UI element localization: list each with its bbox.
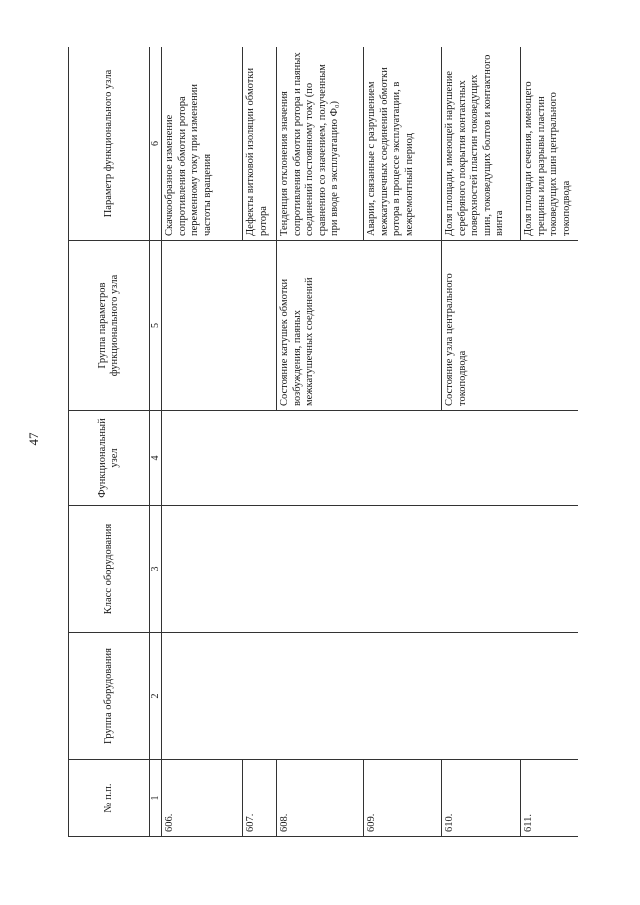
row-number: 611.: [521, 760, 579, 837]
header-parameter: Параметр функционального узла: [69, 47, 150, 241]
column-number: 5: [150, 241, 162, 411]
row-number: 606.: [162, 760, 243, 837]
table-row: [162, 47, 243, 837]
parameter-cell: Дефекты витковой изоляции обмотки ротора: [243, 47, 277, 241]
header-parameter-group: Группа параметров функционального узла: [69, 241, 150, 411]
parameter-group-cell: [162, 241, 277, 411]
header-equipment-class: Класс оборудования: [69, 506, 150, 633]
parameter-group-cell: Состояние узла центрального токоподвода: [442, 241, 579, 411]
column-number: 4: [150, 411, 162, 506]
parameter-cell: Тенденция отклонения значения сопротивления обмотки ротора и паяных соединений постоянному току (по сравнению со значением, полученным при вводе в эксплуатацию Ф₀): [277, 47, 364, 241]
header-equipment-group: Группа оборудования: [69, 633, 150, 760]
row-number: 607.: [243, 760, 277, 837]
parameters-table: [68, 47, 578, 837]
column-number: 6: [150, 47, 162, 241]
table-container: [68, 47, 578, 837]
equipment-group-cell: [162, 633, 579, 760]
functional-unit-cell: [162, 411, 579, 506]
column-number: 3: [150, 506, 162, 633]
page-number: 47: [26, 432, 41, 446]
header-functional-unit: Функциональный узел: [69, 411, 150, 506]
row-number: 608.: [277, 760, 364, 837]
parameter-cell: Доля площади, имеющей нарушение серебряного покрытия контактных поверхностей пластин токоведущих шин, токоведущих болтов и контактного винта: [442, 47, 521, 241]
column-number: 1: [150, 760, 162, 837]
column-number-row: [150, 47, 162, 837]
parameter-cell: Скачкообразное изменение сопротивления обмотки ротора переменному току при изменении частоты вращения: [162, 47, 243, 241]
column-number: 2: [150, 633, 162, 760]
row-number: 609.: [364, 760, 442, 837]
parameter-cell: Аварии, связанные с разрушением межкатушечных соединений обмотки ротора в процессе эксплуатации, в межремонтный период: [364, 47, 442, 241]
parameter-group-cell: Состояние катушек обмотки возбуждения, паяных межкатушечных соединений: [277, 241, 442, 411]
row-number: 610.: [442, 760, 521, 837]
parameter-cell: Доля площади сечения, имеющего трещины или разрывы пластин токоведущих шин центрального токоподвода: [521, 47, 579, 241]
equipment-class-cell: [162, 506, 579, 633]
header-num: № п.п.: [69, 760, 150, 837]
table-header-row: [69, 47, 150, 837]
